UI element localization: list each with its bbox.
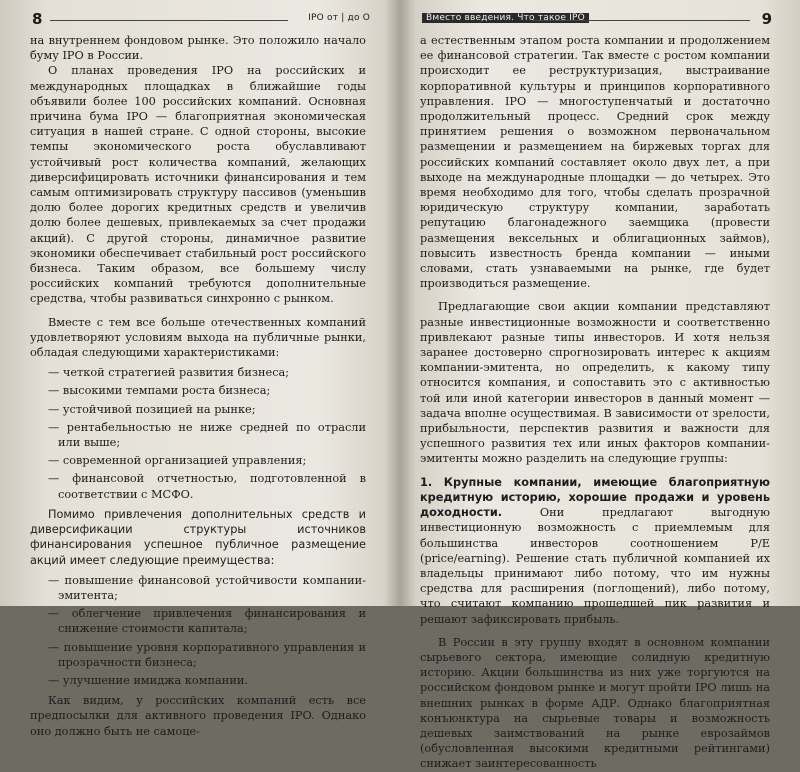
list-item: — облегчение привлечения финансирования и снижение стоимости капитала; xyxy=(48,607,366,636)
paragraph: Как видим, у российских компаний есть все предпосылки для активного проведения IPO. Однако оно должно быть не самоце- xyxy=(30,694,366,738)
list-item: — высокими темпами роста бизнеса; xyxy=(48,384,271,398)
list-item: — финансовой отчетностью, подготовленной в соответствии с МСФО. xyxy=(48,472,366,501)
paragraph: О планах проведения IPO на российских и международных площадках в ближайшие годы объявили более 100 российских компаний. Основная причина бума IPO — благоприятная экономическая ситуация в нашей стране. С одной стороны, высокие темпы экономического роста обуславливают устойчивый рост количества компаний, желающих диверсифицировать источники финансирования и тем самым оптимизировать структуру пассивов (уменьшив долю более дорогих кредитных средств и увеличив долю более дешевых, привлекаемых за счет продажи акций). С другой стороны, динамичное развитие экономики обеспечивает стабильный рост российского бизнеса. Таким образом, все большему числу российских компаний требуются дополнительные средства, чтобы развиваться синхронно с рынком. xyxy=(30,64,366,306)
list-item: — рентабельностью не ниже средней по отрасли или выше; xyxy=(48,420,366,450)
right-running-title: Вместо введения. Что такое IPO xyxy=(422,13,589,23)
group-item xyxy=(420,475,770,627)
right-header-rule xyxy=(532,20,750,21)
list-item: — повышение уровня корпоративного управления и прозрачности бизнеса; xyxy=(48,640,366,669)
advantages-list xyxy=(30,573,366,688)
left-running-head xyxy=(0,10,398,26)
group-heading: 1. Крупные компании, имеющие благоприятную кредитную историю, хорошие продажи и уровень доходности. xyxy=(420,475,770,520)
list-item: — устойчивой позицией на рынке; xyxy=(48,402,256,416)
left-running-title: IPO от | до О xyxy=(308,13,370,23)
intro-paragraph: на внутреннем фондовом рынке. Это положило начало буму IPO в России. xyxy=(30,34,366,63)
left-header-rule xyxy=(50,20,288,21)
left-page xyxy=(0,0,398,738)
paragraph: Помимо привлечения дополнительных средств и диверсификации структуры источников финансирования успешное публичное размещение акций имеет следующие преимущества: xyxy=(30,507,366,567)
paragraph: Предлагающие свои акции компании представляют разные инвестиционные возможности и соответственно привлекают разные типы инвесторов. И хотя нельзя заранее достоверно спрогнозировать интерес к акциям компании-эмитента, но определить, к какому типу относится компания, и сопоставить это с активностью той или иной категории инвесторов в данный момент — задача вполне осуществимая. В зависимости от зрелости, прибыльности, перспектив развития и важности для успешного развития тех или иных факторов компании-эмитенты можно разделить на следующие группы: xyxy=(420,300,770,466)
characteristics-list xyxy=(30,365,366,502)
left-page-text xyxy=(30,33,366,739)
right-page-text xyxy=(420,33,770,772)
paragraph: В России в эту группу входят в основном компании сырьевого сектора, имеющие солидную кредитную историю. Акции большинства из них уже торгуются на российском фондовом рынке и могут пройти IPO лишь на внешних рынках в форме АДР. Однако благоприятная конъюнктура на сырьевые товары и возможность дешевых заимствований на рынке еврозаймов (обусловленная высокими кредитными рейтингами) снижает заинтересованность xyxy=(420,635,770,771)
right-page-number: 9 xyxy=(761,10,772,28)
left-page-number: 8 xyxy=(32,10,43,28)
list-item: — современной организацией управления; xyxy=(48,454,307,468)
group-description: Они предлагают выгодную инвестиционную возможность с приемлемым для большинства инвесторов соотношением P/E (price/earning). Решение стать публичной компанией их владельцы принимают либо потому, что им нужны средства для расширения (поглощений), либо потому, что считают компанию прошедшей пик развития и решают зафиксировать прибыль. xyxy=(420,506,771,626)
paragraph: а естественным этапом роста компании и продолжением ее финансовой стратегии. Так вместе с ростом компании происходит ее реструктуризация, выстраивание корпоративной культуры и принципов корпоративного управления. IPO — многоступенчатый и достаточно продолжительный процесс. Средний срок между принятием решения о возможном первоначальном размещении и размещением на биржевых торгах для российских компаний составляет около двух лет, а при выходе на международные площадки — до четырех. Это время необходимо для того, чтобы сделать прозрачной юридическую структуру компании, заработать репутацию благонадежного заемщика (провести размещения вексельных и облигационных займов), повысить известность бренда компании — иными словами, стать узнаваемыми на рынке, где будет производиться размещение. xyxy=(420,34,770,291)
list-item: — четкой стратегией развития бизнеса; xyxy=(48,366,290,380)
paragraph: Вместе с тем все больше отечественных компаний удовлетворяют условиям выхода на публичные рынки, обладая следующими характеристиками: xyxy=(30,315,366,360)
list-item: — улучшение имиджа компании. xyxy=(48,673,248,687)
list-item: — повышение финансовой устойчивости компании-эмитента; xyxy=(48,573,366,602)
right-page xyxy=(402,0,800,771)
right-running-head xyxy=(402,10,800,26)
